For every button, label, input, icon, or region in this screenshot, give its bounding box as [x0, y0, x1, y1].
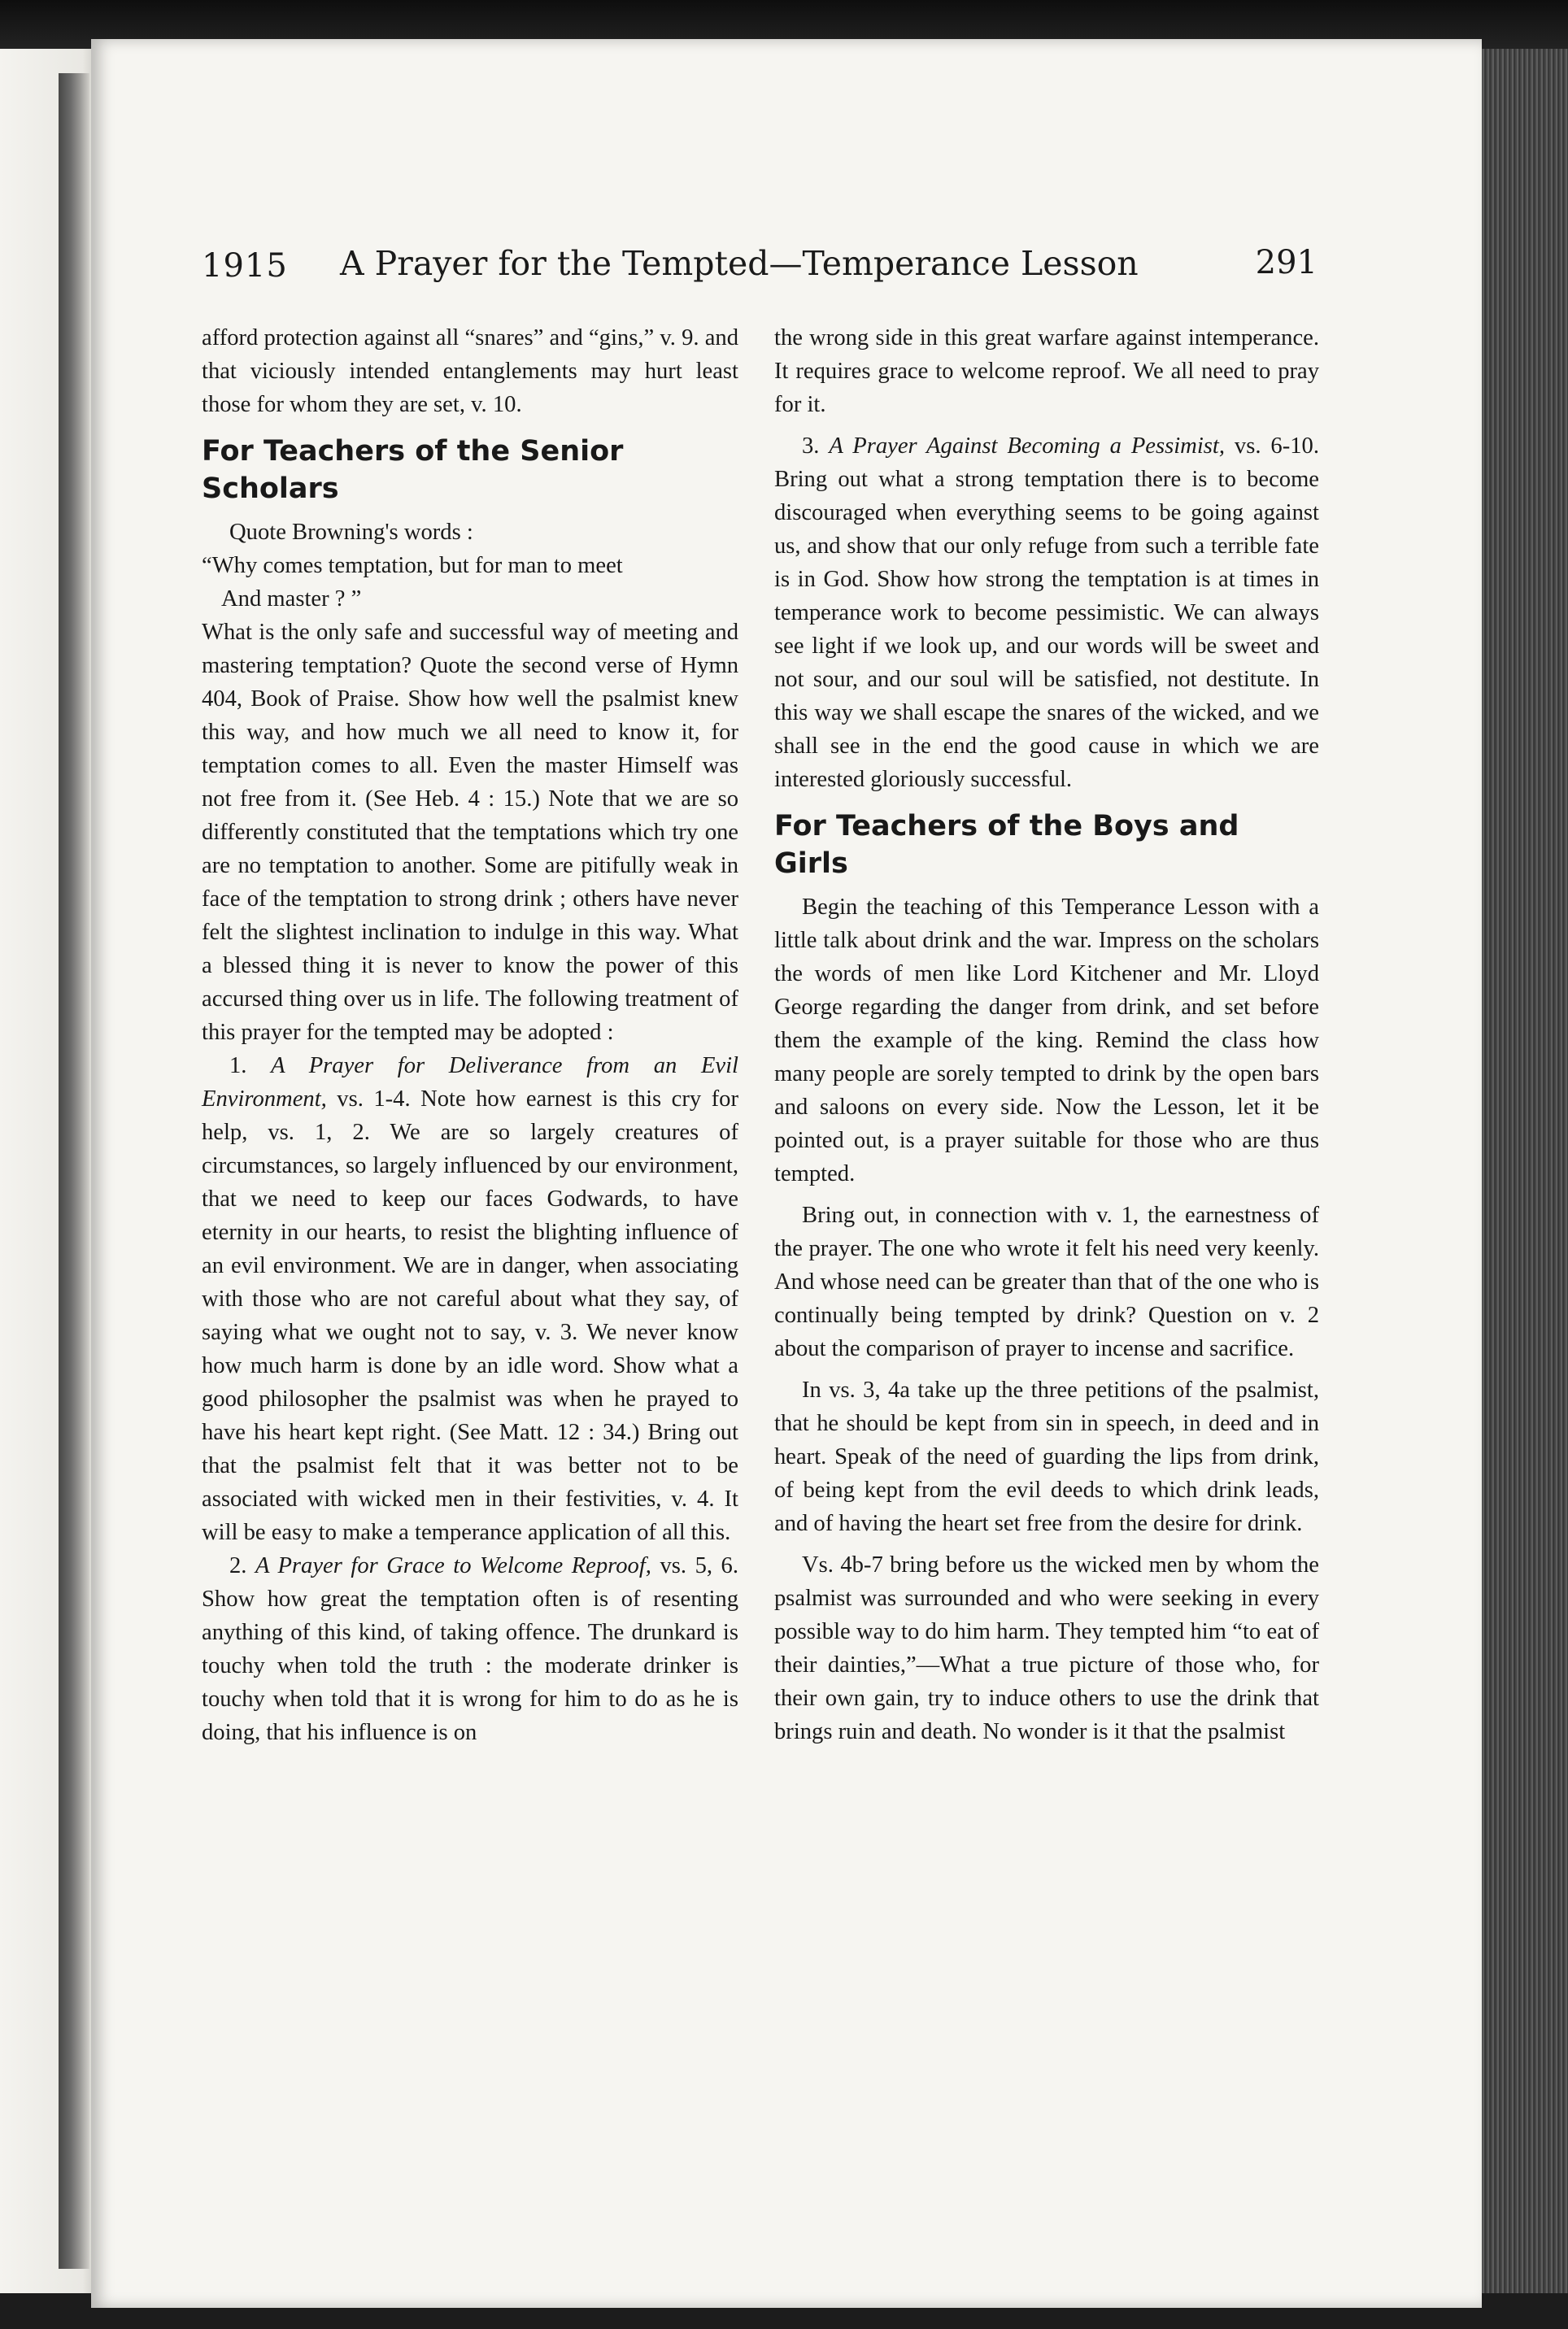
point-2-number: 2.: [229, 1553, 247, 1578]
boys-paragraph-2: Bring out, in connection with v. 1, the earnestness of the prayer. The one who wrote it felt his need very keenly. And whose need can be greater than that of the one who is continually being tempted by drink? Question on v. 2 about the comparison of prayer to incense and sacrifice.: [774, 1203, 1319, 1361]
header-title: A Prayer for the Tempted—Temperance Lesson: [340, 244, 1139, 283]
page-stack-edge: [1482, 49, 1568, 2293]
left-column: [202, 321, 738, 1749]
point-1-paragraph: [202, 1049, 738, 1549]
quote-line-2: And master ? ”: [221, 586, 362, 612]
point-3-number: 3.: [802, 433, 820, 459]
quote-intro: Quote Browning's words :: [229, 520, 473, 545]
book-gutter: [59, 73, 89, 2269]
point-1-title: A Prayer for Deliverance from an Evil Environment,: [202, 1053, 739, 1112]
point-3-body: vs. 6-10. Bring out what a strong temptation there is to become discouraged when everything seems to be going against us, and show that our only refuge from such a terrible fate is in God. Show how strong the temptation is at times in temperance work to become pessimistic. We can always see light if we look up, and our words will be sweet and not sour, and our soul will be satisfied, not destitute. In this way we shall escape the snares of the wicked, and we shall see in the end the good cause in which we are interested gloriously successful.: [774, 433, 1319, 792]
right-column: [774, 321, 1319, 1748]
header-year: 1915: [202, 247, 288, 285]
senior-main-paragraph: What is the only safe and successful way of meeting and mastering temptation? Quote the second verse of Hymn 404, Book of Praise. Show how well the psalmist knew this way, and how much we all need to know it, for temptation comes to all. Even the master Himself was not free from it. (See Heb. 4 : 15.) Note that we are so differently constituted that the temptations which try one are no temptation to another. Some are pitifully weak in face of the temptation to strong drink ; others have never felt the slightest inclination to indulge in this way. What a blessed thing it is never to know the power of this accursed thing over us in life. The following treatment of this prayer for the tempted may be adopted :: [202, 620, 738, 1045]
boys-paragraph-4: Vs. 4b-7 bring before us the wicked men by whom the psalmist was surrounded and who were seeking in every possible way to do him harm. They tempted him “to eat of their dainties,”—What a true picture of those who, for their own gain, try to induce others to use the drink that brings ruin and death. No wonder is it that the psalmist: [774, 1552, 1319, 1744]
continuation-paragraph: the wrong side in this great warfare against intemperance. It requires grace to welcome reproof. We all need to pray for it.: [774, 325, 1319, 417]
point-1-body: vs. 1-4. Note how earnest is this cry for help, vs. 1, 2. We are so largely creatures of circumstances, so largely influenced by our environment, that we need to keep our faces Godwards, to have eternity in our hearts, to resist the blighting influence of an evil environment. We are in danger, when associating with those who are not careful about what they say, of saying what we ought not to say, v. 3. We never know how much harm is done by an idle word. Show what a good philosopher the psalmist was when he prayed to have his heart kept right. (See Matt. 12 : 34.) Bring out that the psalmist felt that it was better not to be associated with wicked men in their festivities, v. 4. It will be easy to make a temperance application of all this.: [202, 1086, 738, 1545]
boys-girls-heading: For Teachers of the Boys and Girls: [774, 810, 1239, 880]
point-3-title: A Prayer Against Becoming a Pessimist,: [829, 433, 1225, 459]
boys-paragraph-1: Begin the teaching of this Temperance Lesson with a little talk about drink and the war. Impress on the scholars the words of men like Lord Kitchener and Mr. Lloyd George regarding the danger from drink, and set before them the example of the king. Remind the class how many people are sorely tempted to drink by the open bars and saloons on every side. Now the Lesson, let it be pointed out, is a prayer suitable for those who are thus tempted.: [774, 895, 1319, 1186]
opening-paragraph: afford protection against all “snares” and “gins,” v. 9. and that viciously intended entanglements may hurt least those for whom they are set, v. 10.: [202, 325, 738, 417]
senior-scholars-heading: For Teachers of the Senior Scholars: [202, 435, 624, 505]
point-3-paragraph: [774, 429, 1319, 796]
point-2-body: vs. 5, 6. Show how great the temptation often is of resenting anything of this kind, of taking offence. The drunkard is touchy when told the truth : the moderate drinker is touchy when told that it is wrong for him to do as he is doing, that his influence is on: [202, 1553, 738, 1745]
boys-paragraph-3: In vs. 3, 4a take up the three petitions of the psalmist, that he should be kept from sin in speech, in deed and in heart. Speak of the need of guarding the lips from drink, of being kept from the evil deeds to which drink leads, and of having the heart set free from the desire for drink.: [774, 1378, 1319, 1536]
point-2-paragraph: [202, 1549, 738, 1749]
point-1-number: 1.: [229, 1053, 247, 1078]
running-header: [202, 244, 1318, 293]
point-2-title: A Prayer for Grace to Welcome Reproof,: [255, 1553, 651, 1578]
quote-line-1: “Why comes temptation, but for man to meet: [202, 553, 623, 578]
page-number: 291: [1255, 244, 1318, 281]
